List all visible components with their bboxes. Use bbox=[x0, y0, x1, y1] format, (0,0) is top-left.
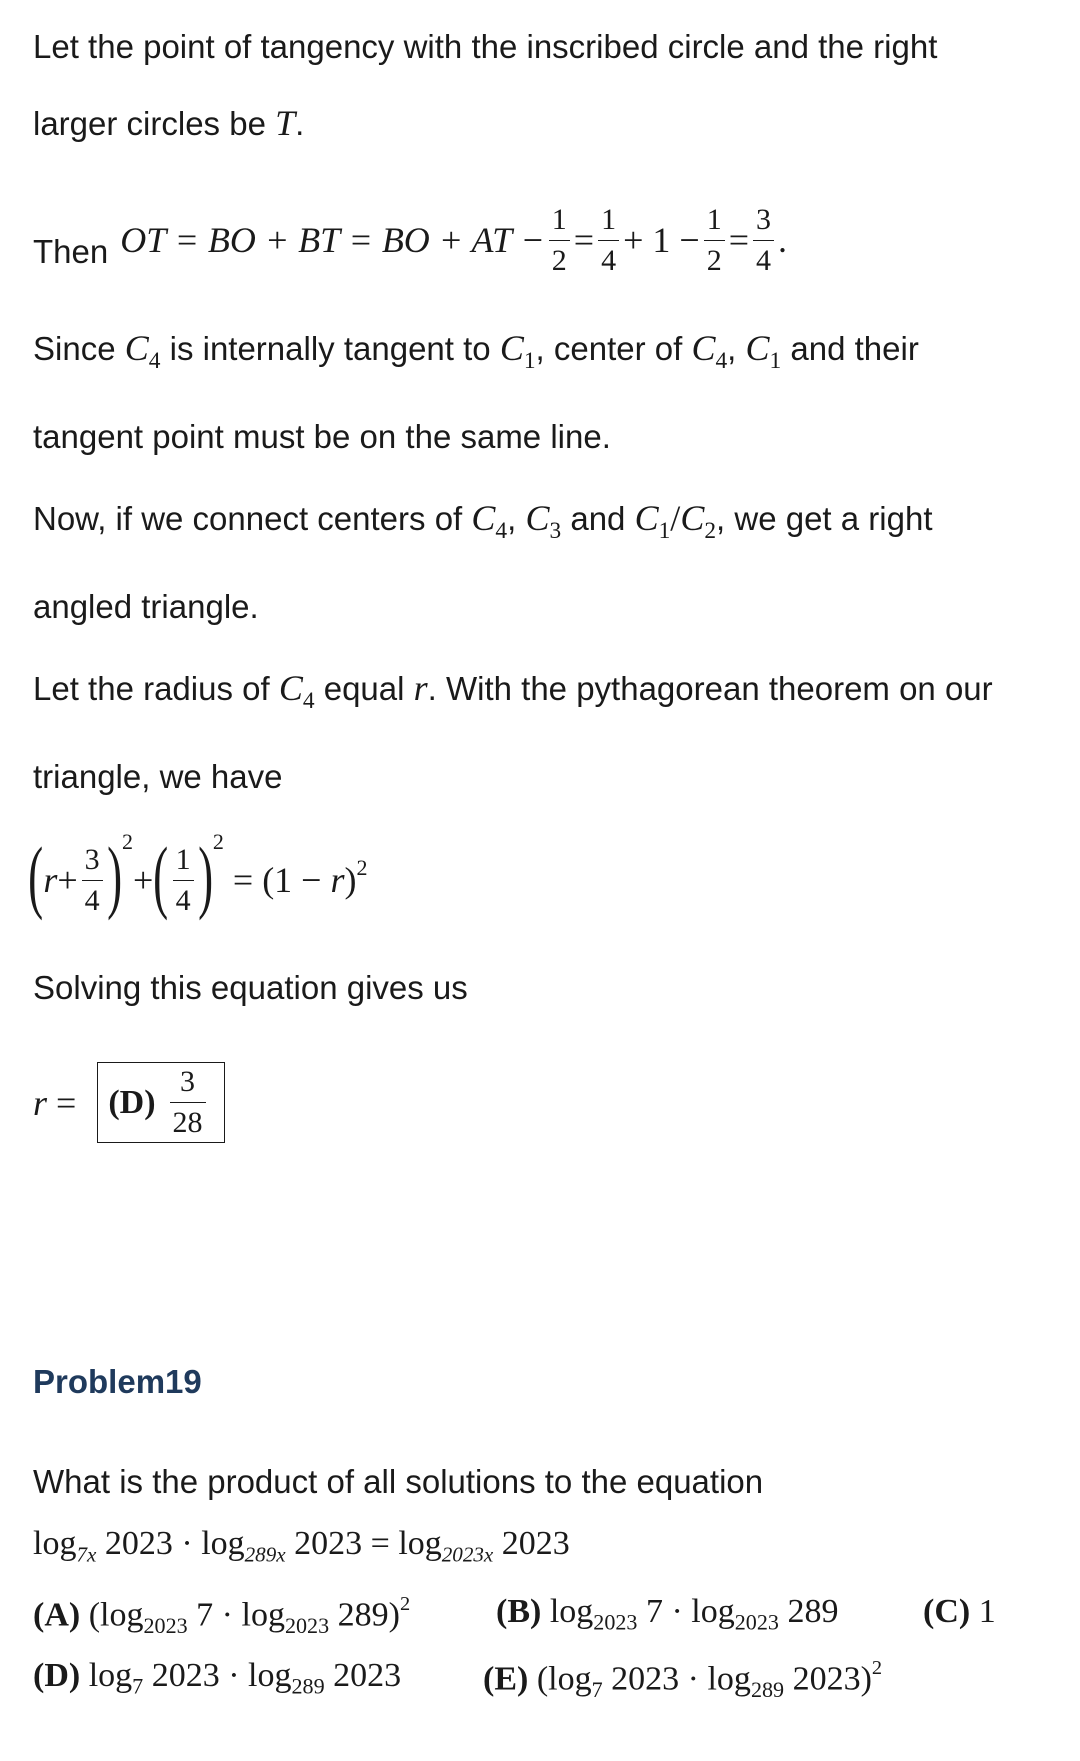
numerator: 1 bbox=[598, 205, 619, 241]
log-base: 7x bbox=[76, 1542, 97, 1567]
fraction bbox=[170, 1067, 206, 1138]
fraction bbox=[82, 842, 103, 917]
denominator: 4 bbox=[84, 883, 100, 917]
choice-b: (B) $\log_{2023} 7 \cdot \log_{2023} 289$ bbox=[496, 1593, 839, 1635]
text-line bbox=[33, 480, 1053, 569]
math-op: = bbox=[573, 220, 595, 260]
math-op: = bbox=[47, 1082, 86, 1123]
then-label: Then bbox=[33, 233, 109, 270]
math-C1: $C_1$ bbox=[634, 498, 671, 545]
text: Now, if we connect centers of bbox=[33, 500, 472, 537]
log: log bbox=[398, 1525, 442, 1562]
fraction bbox=[704, 202, 725, 277]
choice-e: (E) ($\log_7$ $2023 \cdot \log_{289} 2023)^2$ bbox=[483, 1657, 883, 1703]
exponent: 2 bbox=[121, 829, 133, 854]
right-paren: ) bbox=[106, 830, 122, 921]
answer-line bbox=[33, 1055, 225, 1150]
left-paren: ( bbox=[28, 830, 44, 921]
equation-pythagorean bbox=[28, 825, 368, 935]
text: , we get a right bbox=[716, 500, 933, 537]
text: . bbox=[295, 105, 305, 142]
text: is internally tangent to bbox=[160, 330, 500, 367]
math-text: 2023 bbox=[493, 1525, 570, 1562]
text-line bbox=[33, 85, 1053, 162]
math-op: + bbox=[132, 860, 154, 900]
log-base: 2023x bbox=[441, 1542, 494, 1567]
choice-c: (C) 1 bbox=[923, 1593, 996, 1630]
math-C3: $C_3$ bbox=[525, 498, 562, 545]
text: , bbox=[727, 330, 746, 367]
text: and bbox=[561, 500, 635, 537]
log-base: 289x bbox=[244, 1542, 286, 1567]
text: . With the pythagorean theorem on our bbox=[427, 670, 993, 707]
answer-box bbox=[97, 1062, 224, 1143]
paragraph-internal-tangent bbox=[33, 310, 1053, 475]
math-C1: $C_1$ bbox=[745, 328, 782, 375]
choice-a: (A) ($\log_{2023}$ $7 \cdot \log_{2023} 289)^2$ bbox=[33, 1593, 411, 1639]
left-paren: ( bbox=[153, 830, 169, 921]
text-line: triangle, we have bbox=[33, 758, 283, 796]
math-op: = bbox=[728, 220, 749, 260]
text-line bbox=[33, 310, 1053, 399]
math-paren: ) bbox=[344, 860, 357, 900]
numerator: 1 bbox=[173, 845, 194, 881]
math-C4: $C_4$ bbox=[278, 668, 315, 715]
math-slash: / bbox=[670, 498, 681, 538]
text: Since bbox=[33, 330, 125, 367]
choices-row-1 bbox=[33, 1593, 1053, 1643]
text-line: Let the point of tangency with the inscribed circle and the right bbox=[33, 28, 938, 65]
denominator: 4 bbox=[175, 883, 191, 917]
math-var-r: r bbox=[43, 860, 58, 900]
choice-d: (D) $\log_7 2023 \cdot \log_{289} 2023$ bbox=[33, 1657, 402, 1699]
paragraph-tangency bbox=[33, 9, 1053, 162]
problem-question bbox=[33, 1444, 1053, 1520]
text-line: tangent point must be on the same line. bbox=[33, 418, 611, 456]
choices-row-2 bbox=[33, 1657, 1053, 1707]
math-C4: $C_4$ bbox=[691, 328, 728, 375]
math-period: . bbox=[778, 220, 787, 260]
math-C4: $C_4$ bbox=[124, 328, 161, 375]
paragraph-right-triangle bbox=[33, 480, 1053, 645]
exponent: 2 bbox=[356, 855, 368, 880]
text-line: angled triangle. bbox=[33, 588, 259, 626]
denominator: 28 bbox=[172, 1106, 203, 1139]
fraction bbox=[598, 202, 619, 277]
right-paren: ) bbox=[197, 830, 213, 921]
math-text: 2023 = bbox=[285, 1525, 399, 1562]
log: log bbox=[33, 1525, 77, 1562]
math-C4: $C_4$ bbox=[471, 498, 508, 545]
text-line: What is the product of all solutions to the equation bbox=[33, 1463, 764, 1500]
denominator: 2 bbox=[551, 243, 567, 277]
math-op: + bbox=[57, 860, 78, 900]
text-line bbox=[33, 650, 1053, 739]
math-rhs: = (1 − bbox=[223, 860, 331, 900]
denominator: 4 bbox=[756, 243, 771, 277]
paragraph-solving bbox=[33, 950, 1053, 1026]
problem-heading: Problem19 bbox=[33, 1363, 202, 1400]
math-var-r: r bbox=[33, 1082, 48, 1123]
numerator: 3 bbox=[170, 1067, 206, 1103]
math-op: + 1 − bbox=[623, 220, 700, 260]
math-var-r: r bbox=[413, 668, 428, 708]
fraction bbox=[173, 842, 194, 917]
paragraph-radius bbox=[33, 650, 1053, 815]
math-C1: $C_1$ bbox=[499, 328, 536, 375]
answer-choice: (D) bbox=[108, 1083, 156, 1121]
math-text: 2023 · bbox=[96, 1525, 202, 1562]
numerator: 1 bbox=[549, 205, 570, 241]
text: and their bbox=[781, 330, 919, 367]
math-var-r: r bbox=[330, 860, 345, 900]
math-var-T: T bbox=[275, 103, 296, 143]
equation-then bbox=[33, 190, 787, 290]
text: Let the radius of bbox=[33, 670, 279, 707]
denominator: 4 bbox=[601, 243, 617, 277]
numerator: 3 bbox=[82, 845, 103, 881]
text: , center of bbox=[535, 330, 692, 367]
exponent: 2 bbox=[212, 829, 224, 854]
fraction bbox=[753, 202, 774, 277]
numerator: 3 bbox=[753, 205, 774, 241]
math-C2: $C_2$ bbox=[680, 498, 717, 545]
fraction bbox=[549, 202, 570, 277]
text: larger circles be bbox=[33, 105, 276, 142]
text-line: Solving this equation gives us bbox=[33, 969, 468, 1006]
math-lhs: OT = BO + BT = BO + AT − bbox=[120, 220, 545, 260]
problem-equation bbox=[33, 1525, 570, 1567]
log: log bbox=[201, 1525, 245, 1562]
text: equal bbox=[314, 670, 414, 707]
denominator: 2 bbox=[706, 243, 722, 277]
text: , bbox=[507, 500, 526, 537]
numerator: 1 bbox=[704, 205, 725, 241]
